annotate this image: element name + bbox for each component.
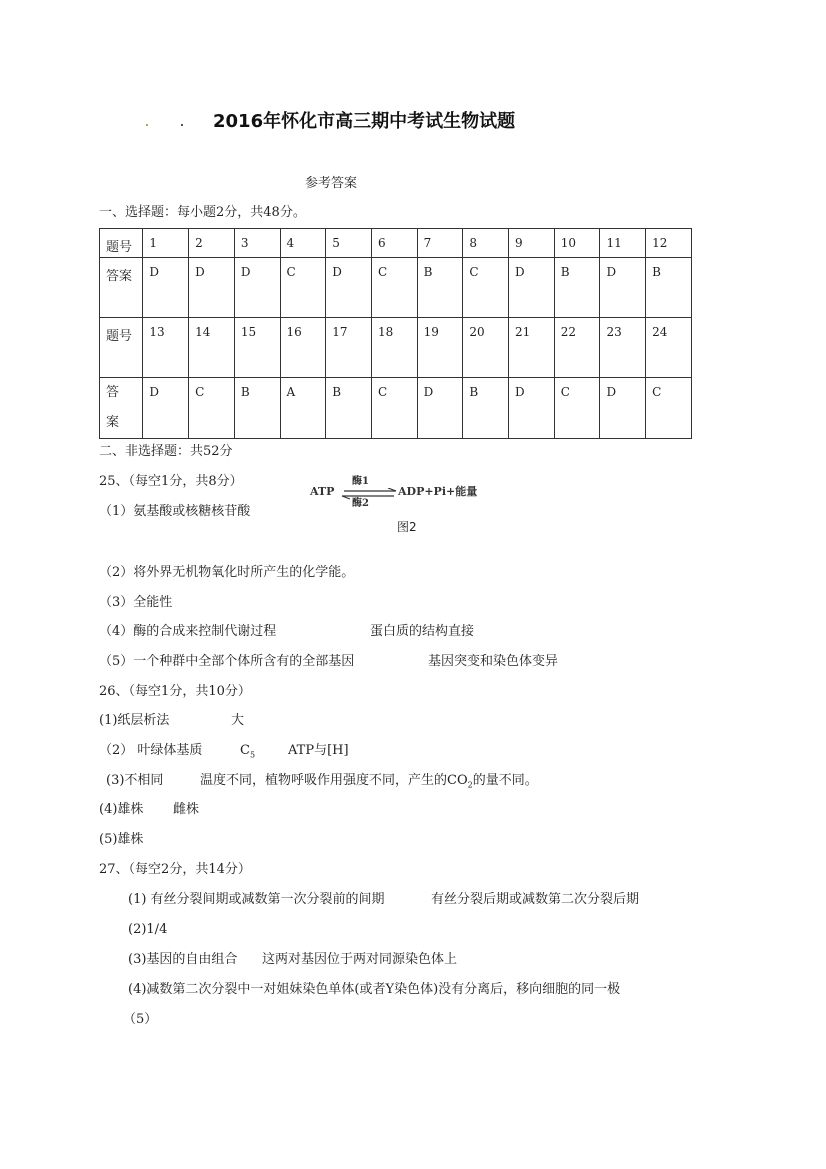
answer-line: （2）将外界无机物氧化时所产生的化学能。 <box>99 565 355 580</box>
cell: 6 <box>371 229 417 258</box>
cell: B <box>463 378 509 439</box>
answer-line: 有丝分裂后期或减数第二次分裂后期 <box>431 892 640 907</box>
cell: 3 <box>234 229 280 258</box>
cell: 1 <box>143 229 189 258</box>
cell: 19 <box>417 318 463 378</box>
cell: 16 <box>280 318 326 378</box>
answer-line: (3)不相同 <box>106 773 164 788</box>
answer-line: 基因突变和染色体变异 <box>428 654 559 669</box>
table-row <box>100 258 692 318</box>
reversible-arrow-icon <box>340 488 398 500</box>
cell: C <box>371 378 417 439</box>
cell: 20 <box>463 318 509 378</box>
cell: B <box>234 378 280 439</box>
answer-line: （3）全能性 <box>99 595 173 610</box>
formula: C <box>240 743 250 758</box>
speck <box>146 124 148 126</box>
cell: 9 <box>509 229 555 258</box>
cell: 21 <box>509 318 555 378</box>
answer-line: （5） <box>123 1012 158 1027</box>
header-cell: 题号 <box>100 318 143 378</box>
cell: D <box>600 258 646 318</box>
answer-line <box>200 773 538 794</box>
cell: C <box>280 258 326 318</box>
cell: D <box>600 378 646 439</box>
header-cell: 答案 <box>100 258 143 318</box>
cell: B <box>326 378 372 439</box>
cell: D <box>417 378 463 439</box>
cell: 2 <box>189 229 235 258</box>
cell: D <box>234 258 280 318</box>
cell: B <box>417 258 463 318</box>
label-char: 答 <box>106 385 120 400</box>
answer-line: (4)减数第二次分裂中一对姐妹染色单体(或者Y染色体)没有分离后，移向细胞的同一极 <box>128 982 621 997</box>
cell: 24 <box>646 318 692 378</box>
cell: A <box>280 378 326 439</box>
answer-line: （4）酶的合成来控制代谢过程 <box>99 624 277 639</box>
subscript: 5 <box>249 750 256 760</box>
question-head: 26、（每空1分，共10分） <box>99 684 251 699</box>
header-cell <box>100 378 143 439</box>
cell: 17 <box>326 318 372 378</box>
section-heading: 一、选择题：每小题2分，共48分。 <box>99 205 306 220</box>
answer-line: （5）一个种群中全部个体所含有的全部基因 <box>99 654 355 669</box>
answer-table <box>99 228 692 439</box>
answer-line: (1)纸层析法 <box>99 713 170 728</box>
answer-line: (1) 有丝分裂间期或减数第一次分裂前的间期 <box>128 892 385 907</box>
answer-line: (2)1/4 <box>128 922 168 937</box>
answer-line <box>240 743 255 764</box>
cell: C <box>463 258 509 318</box>
answer-line: 雌株 <box>173 802 200 817</box>
header-cell: 题号 <box>100 229 143 258</box>
speck <box>181 124 183 126</box>
subscript: 2 <box>467 780 473 790</box>
answer-line: （2） 叶绿体基质 <box>99 743 203 758</box>
document-title: 2016年怀化市高三期中考试生物试题 <box>213 111 516 132</box>
text: 温度不同，植物呼吸作用强度不同，产生的CO <box>200 773 468 788</box>
enzyme-label: 酶2 <box>352 498 369 509</box>
cell: 15 <box>234 318 280 378</box>
cell: 23 <box>600 318 646 378</box>
cell: 10 <box>554 229 600 258</box>
cell: 22 <box>554 318 600 378</box>
cell: B <box>646 258 692 318</box>
cell: 4 <box>280 229 326 258</box>
cell: D <box>326 258 372 318</box>
equation-left: ATP <box>310 485 335 498</box>
cell: B <box>554 258 600 318</box>
label-char: 案 <box>106 415 120 430</box>
cell: 18 <box>371 318 417 378</box>
answer-line: (4)雄株 <box>99 802 144 817</box>
cell: C <box>371 258 417 318</box>
question-head: 25、（每空1分，共8分） <box>99 474 243 489</box>
answer-line: (5)雄株 <box>99 832 144 847</box>
table-row <box>100 229 692 258</box>
cell: C <box>554 378 600 439</box>
answer-line: (3)基因的自由组合 <box>128 952 238 967</box>
cell: D <box>509 378 555 439</box>
cell: 13 <box>143 318 189 378</box>
cell: 11 <box>600 229 646 258</box>
answer-line: 大 <box>231 713 245 728</box>
cell: D <box>509 258 555 318</box>
subtitle: 参考答案 <box>305 176 358 191</box>
table-row <box>100 318 692 378</box>
answer-line: 这两对基因位于两对同源染色体上 <box>262 952 458 967</box>
table-row <box>100 378 692 439</box>
section-heading: 二、非选择题：共52分 <box>99 444 233 459</box>
cell: D <box>143 258 189 318</box>
figure-caption: 图2 <box>397 520 417 534</box>
cell: 12 <box>646 229 692 258</box>
equation-right: ADP+Pi+能量 <box>398 485 478 498</box>
cell: 5 <box>326 229 372 258</box>
question-head: 27、（每空2分，共14分） <box>99 862 251 877</box>
answer-line: ATP与[H] <box>288 743 349 758</box>
cell: C <box>646 378 692 439</box>
answer-line: 蛋白质的结构直接 <box>370 624 475 639</box>
cell: 8 <box>463 229 509 258</box>
cell: D <box>189 258 235 318</box>
cell: D <box>143 378 189 439</box>
cell: 7 <box>417 229 463 258</box>
cell: C <box>189 378 235 439</box>
answer-line: （1）氨基酸或核糖核苷酸 <box>99 504 251 519</box>
text: 的量不同。 <box>472 773 538 788</box>
enzyme-label: 酶1 <box>352 476 369 487</box>
cell: 14 <box>189 318 235 378</box>
